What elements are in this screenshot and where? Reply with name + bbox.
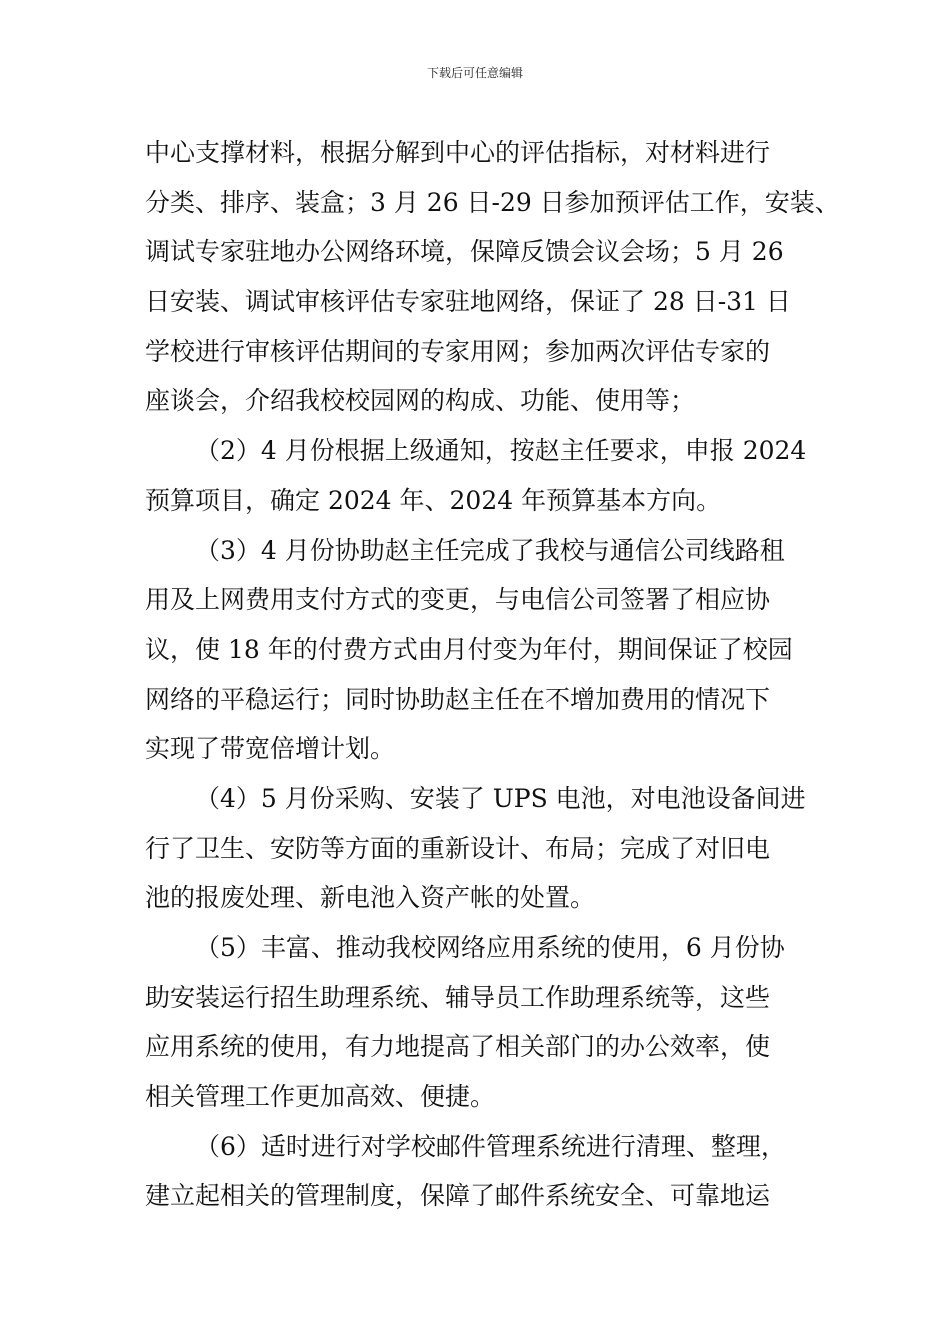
text-line: 日安装、调试审核评估专家驻地网络，保证了 28 日-31 日 [145, 287, 791, 317]
text-line: 分类、排序、装盒；3 月 26 日-29 日参加预评估工作，安装、 [145, 187, 840, 217]
text-line: （6）适时进行对学校邮件管理系统进行清理、整理， [195, 1131, 786, 1161]
text-line: 预算项目，确定 2024 年、2024 年预算基本方向。 [145, 485, 722, 515]
text-line: 相关管理工作更加高效、便捷。 [145, 1082, 496, 1112]
text-line: 行了卫生、安防等方面的重新设计、布局；完成了对旧电 [145, 833, 771, 863]
text-line: 座谈会，介绍我校校园网的构成、功能、使用等； [145, 386, 696, 416]
text-line: 建立起相关的管理制度，保障了邮件系统安全、可靠地运 [145, 1181, 771, 1211]
text-line: （4）5 月份采购、安装了 UPS 电池，对电池设备间进 [195, 783, 806, 813]
text-line: 实现了带宽倍增计划。 [145, 734, 396, 764]
text-line: 议，使 18 年的付费方式由月付变为年付，期间保证了校园 [145, 634, 793, 664]
text-line: 用及上网费用支付方式的变更，与电信公司签署了相应协 [145, 585, 771, 615]
text-line: （5）丰富、推动我校网络应用系统的使用，6 月份协 [195, 933, 785, 962]
text-line: （2）4 月份根据上级通知，按赵主任要求，申报 2024 [195, 436, 807, 466]
text-line: 调试专家驻地办公网络环境，保障反馈会议会场；5 月 26 [145, 237, 784, 267]
text-line: （3）4 月份协助赵主任完成了我校与通信公司线路租 [195, 535, 785, 565]
text-line: 应用系统的使用，有力地提高了相关部门的办公效率，使 [145, 1032, 771, 1062]
page-header: 下载后可任意编辑 [426, 66, 523, 80]
text-line: 网络的平稳运行；同时协助赵主任在不增加费用的情况下 [145, 684, 771, 714]
text-line: 池的报废处理、新电池入资产帐的处置。 [145, 883, 596, 913]
document-body [145, 128, 840, 1221]
text-line: 中心支撑材料，根据分解到中心的评估指标，对材料进行 [145, 138, 771, 167]
text-line: 助安装运行招生助理系统、辅导员工作助理系统等，这些 [145, 982, 771, 1012]
text-line: 学校进行审核评估期间的专家用网；参加两次评估专家的 [145, 336, 771, 366]
